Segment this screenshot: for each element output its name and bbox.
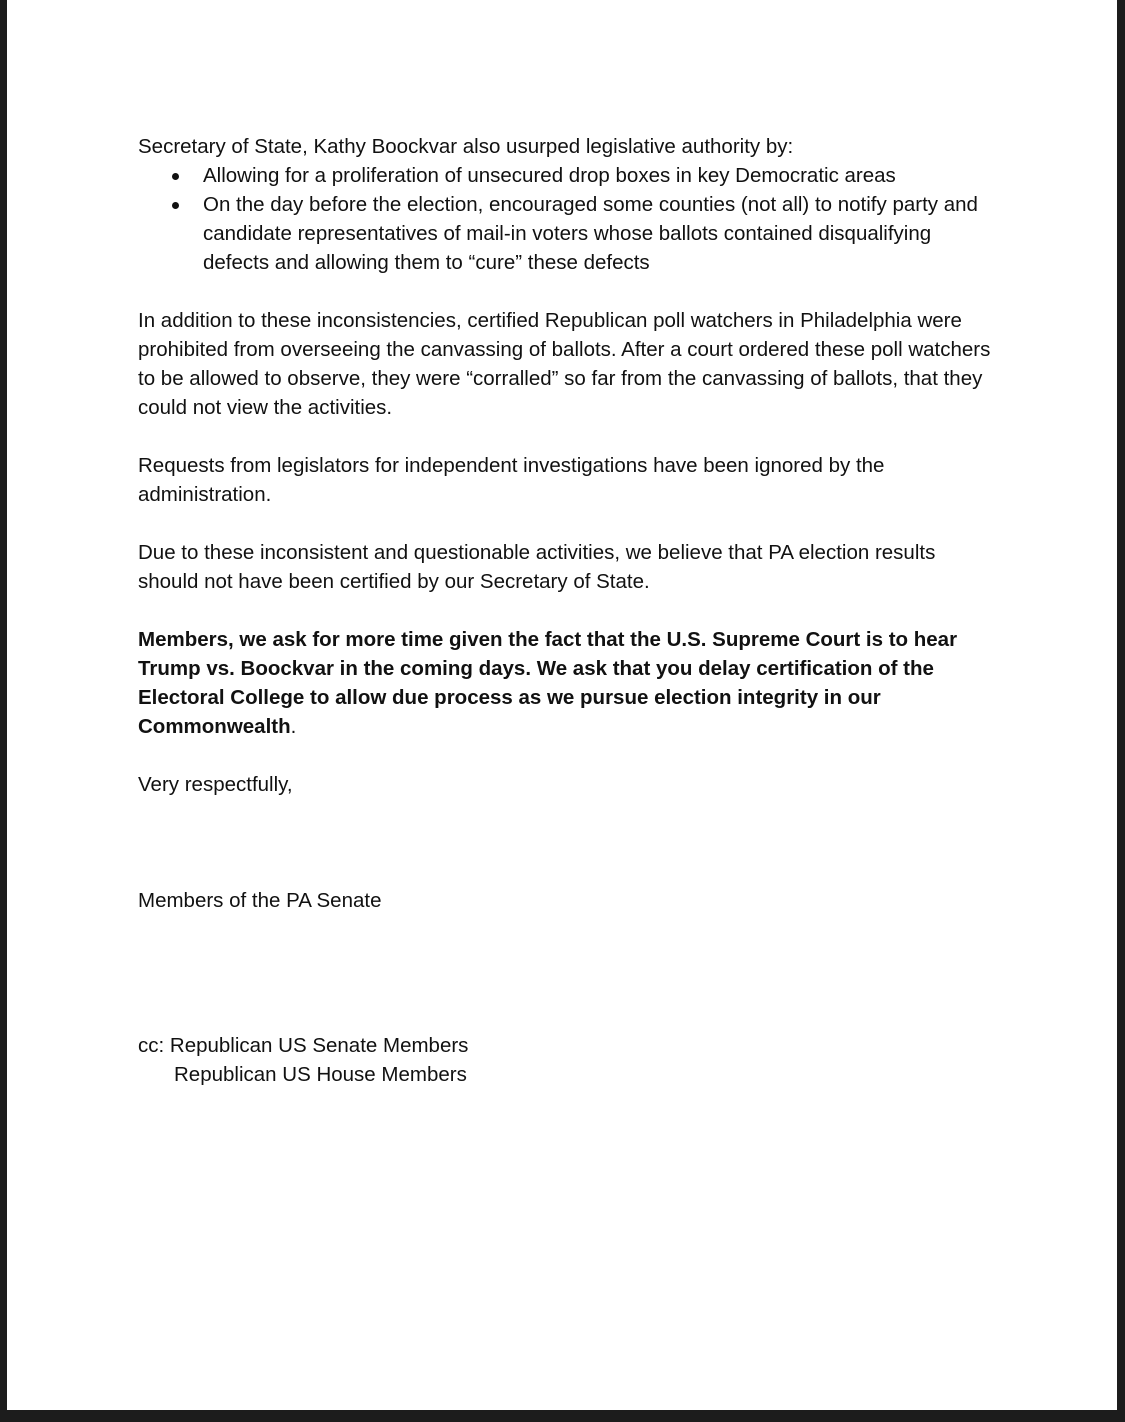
bullet-icon	[172, 173, 179, 180]
paragraph-poll-watchers: In addition to these inconsistencies, certified Republican poll watchers in Philadelphia were prohibited from overseeing the canvassing of ballots. After a court ordered these poll watchers to be allowed to observe, they were “corralled” so far from the canvassing of ballots, that they could not view the activities.	[138, 309, 991, 419]
bullet-list	[138, 161, 998, 277]
intro-text: Secretary of State, Kathy Boockvar also usurped legislative authority by:	[138, 135, 794, 158]
bullet-text: Allowing for a proliferation of unsecured drop boxes in key Democratic areas	[203, 164, 896, 187]
bullet-item	[138, 190, 998, 277]
cc-line-1: cc: Republican US Senate Members	[138, 1034, 469, 1057]
bullet-text: On the day before the election, encouraged some counties (not all) to notify party and candidate representatives of mail-in voters whose ballots contained disqualifying defects and allowing them to “cure” these defects	[203, 193, 978, 274]
request-bold-text: Members, we ask for more time given the fact that the U.S. Supreme Court is to hear Trump vs. Boockvar in the coming days. We ask that you delay certification of the Electoral College to allow due process as we pursue election integrity in our Commonwealth	[138, 628, 958, 738]
signature: Members of the PA Senate	[138, 889, 382, 912]
cc-line-2: Republican US House Members	[174, 1063, 467, 1086]
bullet-item	[138, 161, 998, 190]
document-body	[138, 132, 998, 1089]
request-period: .	[290, 715, 297, 738]
document-page	[7, 0, 1117, 1410]
paragraph-requests: Requests from legislators for independent investigations have been ignored by the administration.	[138, 454, 885, 506]
paragraph-due: Due to these inconsistent and questionable activities, we believe that PA election results should not have been certified by our Secretary of State.	[138, 541, 936, 593]
paragraph-request	[138, 625, 998, 741]
bullet-icon	[172, 202, 179, 209]
closing: Very respectfully,	[138, 773, 293, 796]
